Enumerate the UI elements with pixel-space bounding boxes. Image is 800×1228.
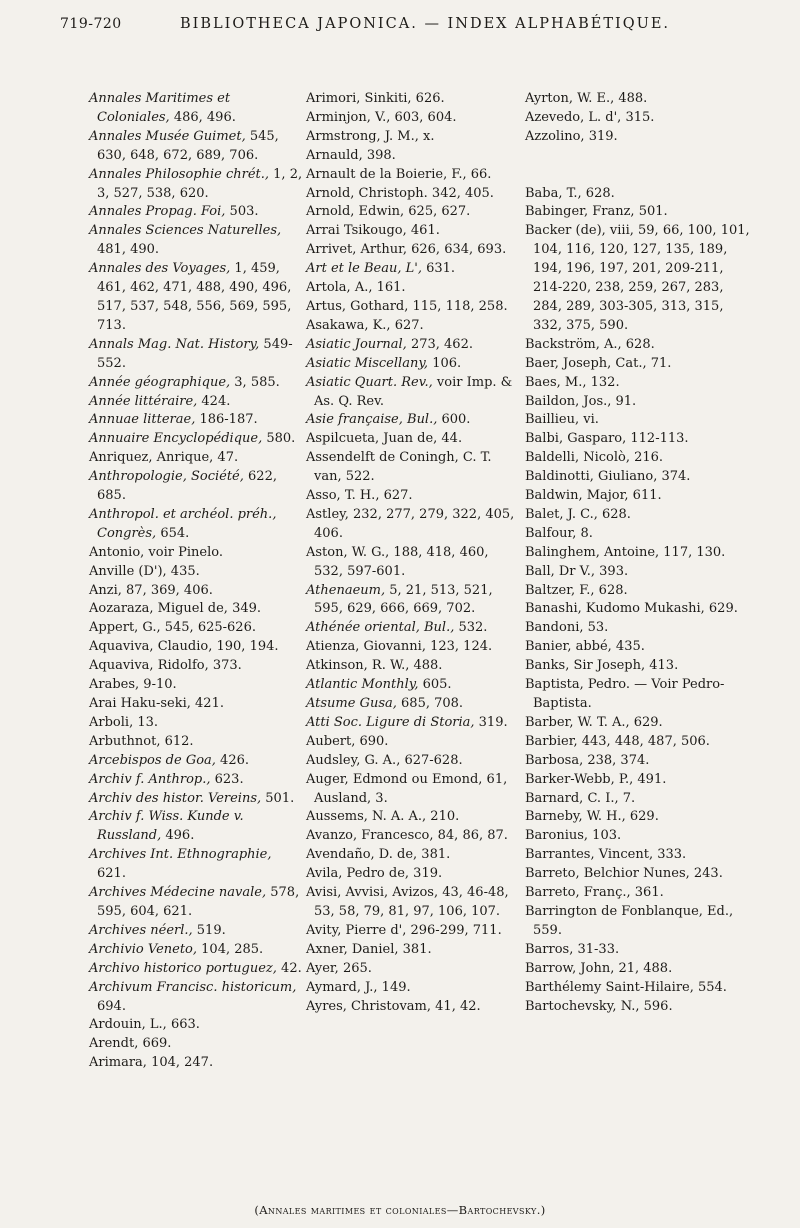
entry-title: Arcebispos de Goa,	[89, 752, 216, 768]
index-entry	[525, 808, 750, 827]
entry-title: Anthropologie, Société,	[89, 469, 244, 485]
index-entry	[525, 468, 750, 487]
entry-text: Baer, Joseph, Cat., 71.	[525, 355, 672, 371]
entry-title: Archiv f. Wiss. Kunde v. Russland,	[89, 809, 244, 844]
entry-title: Asiatic Miscellany,	[306, 355, 429, 371]
entry-text: Avendaño, D. de, 381.	[306, 847, 451, 863]
entry-text: Armstrong, J. M., x.	[306, 128, 435, 144]
entry-text: Bandoni, 53.	[525, 620, 609, 636]
index-entry	[89, 563, 304, 582]
entry-text: Arminjon, V., 603, 604.	[306, 109, 457, 125]
index-entry	[89, 430, 304, 449]
entry-text: Barthélemy Saint-Hilaire, 554.	[525, 979, 727, 995]
entry-pages: 503.	[225, 204, 259, 220]
entry-text: Ardouin, L., 663.	[89, 1017, 200, 1033]
entry-text: Bartochevsky, N., 596.	[525, 998, 673, 1014]
index-entry	[525, 979, 750, 998]
entry-text: Aussems, N. A. A., 210.	[306, 809, 460, 825]
entry-text: Ayer, 265.	[306, 960, 372, 976]
index-entry	[89, 222, 304, 260]
entry-pages: 106.	[428, 355, 462, 371]
index-entry	[525, 582, 750, 601]
entry-text: Azzolino, 319.	[525, 128, 618, 144]
index-entry	[525, 752, 750, 771]
index-entry	[89, 600, 304, 619]
entry-title: Annuae litterae,	[89, 412, 196, 428]
entry-text: Asso, T. H., 627.	[306, 488, 413, 504]
entry-text: Banashi, Kudomo Mukashi, 629.	[525, 601, 738, 617]
entry-text: Atkinson, R. W., 488.	[306, 658, 443, 674]
index-entry	[525, 393, 750, 412]
index-entry	[306, 222, 521, 241]
index-entry	[525, 960, 750, 979]
entry-text: Avila, Pedro de, 319.	[306, 866, 443, 882]
index-entry	[525, 827, 750, 846]
index-entry	[306, 941, 521, 960]
index-entry	[306, 582, 521, 620]
index-entry	[306, 827, 521, 846]
index-entry	[306, 695, 521, 714]
entry-text: Avanzo, Francesco, 84, 86, 87.	[306, 828, 508, 844]
index-entry	[89, 336, 304, 374]
index-entry	[89, 695, 304, 714]
index-entry	[525, 336, 750, 355]
entry-text: Baes, M., 132.	[525, 374, 620, 390]
index-entry	[306, 506, 521, 544]
entry-pages: 549-552.	[97, 336, 293, 371]
index-entry	[89, 128, 304, 166]
entry-text: Baillieu, vi.	[525, 412, 599, 428]
entry-title: Art et le Beau, L',	[306, 261, 422, 277]
index-entry	[525, 544, 750, 563]
index-entry	[89, 676, 304, 695]
entry-title: Archives Int. Ethnographie,	[89, 847, 272, 863]
entry-pages: 685, 708.	[396, 696, 464, 711]
index-entry	[306, 487, 521, 506]
entry-text: Aymard, J., 149.	[306, 979, 411, 995]
index-entry	[525, 903, 750, 941]
index-entry	[306, 449, 521, 487]
entry-pages: 426.	[215, 752, 249, 768]
entry-title: Asie française, Bul.,	[306, 412, 438, 428]
index-entry	[525, 657, 750, 676]
entry-pages: 496.	[161, 828, 195, 844]
entry-text: Avisi, Avvisi, Avizos, 43, 46-48, 53, 58, 79, 81, 97, 106, 107.	[306, 885, 509, 919]
index-entry	[525, 430, 750, 449]
index-entry	[306, 336, 521, 355]
index-entry	[306, 544, 521, 582]
entry-text: Anzi, 87, 369, 406.	[89, 582, 213, 598]
index-entry	[89, 166, 304, 204]
entry-text: Arai Haku-seki, 421.	[89, 696, 224, 711]
entry-text: Aubert, 690.	[306, 733, 389, 749]
entry-pages: 532.	[454, 620, 488, 636]
entry-pages: 3, 585.	[230, 374, 280, 390]
entry-text: Baltzer, F., 628.	[525, 582, 628, 598]
entry-title: Annales Propag. Foi,	[89, 204, 226, 220]
entry-text: Appert, G., 545, 625-626.	[89, 620, 256, 636]
entry-text: Arrivet, Arthur, 626, 634, 693.	[306, 242, 507, 258]
index-entry	[525, 619, 750, 638]
entry-title: Archivum Francisc. historicum,	[89, 979, 297, 995]
entry-title: Atlantic Monthly,	[306, 677, 419, 693]
entry-pages: 621.	[97, 866, 126, 882]
index-entry	[89, 790, 304, 809]
index-entry	[89, 90, 304, 128]
entry-text: Aquaviva, Ridolfo, 373.	[89, 658, 242, 674]
index-column-3	[525, 90, 750, 1016]
entry-text: Baldinotti, Giuliano, 374.	[525, 469, 691, 485]
entry-pages: voir Imp. & As. Q. Rev.	[314, 374, 513, 409]
entry-pages: 42.	[276, 960, 302, 976]
entry-text: Asakawa, K., 627.	[306, 317, 424, 333]
index-entry	[89, 260, 304, 336]
index-entry	[89, 979, 304, 1017]
index-entry	[89, 393, 304, 412]
entry-text: Aspilcueta, Juan de, 44.	[306, 431, 463, 447]
index-entry	[306, 109, 521, 128]
index-entry	[525, 355, 750, 374]
entry-title: Archives Médecine navale,	[89, 885, 267, 901]
entry-text: Aston, W. G., 188, 418, 460, 532, 597-601.	[306, 544, 489, 579]
index-entry	[306, 884, 521, 922]
index-entry	[525, 147, 750, 166]
index-entry	[525, 411, 750, 430]
index-entry	[89, 619, 304, 638]
entry-title: Atti Soc. Ligure di Storia,	[306, 714, 475, 730]
entry-text: Ball, Dr V., 393.	[525, 563, 629, 579]
entry-text: Barker-Webb, P., 491.	[525, 771, 667, 787]
index-entry	[306, 298, 521, 317]
entry-text: Banier, abbé, 435.	[525, 639, 645, 655]
entry-text: Barreto, Belchior Nunes, 243.	[525, 866, 723, 882]
index-entry	[306, 430, 521, 449]
index-entry	[89, 657, 304, 676]
index-entry	[306, 733, 521, 752]
entry-pages: 622, 685.	[97, 469, 277, 504]
index-entry	[306, 960, 521, 979]
entry-text: Avity, Pierre d', 296-299, 711.	[306, 922, 502, 938]
index-entry	[306, 203, 521, 222]
entry-text: Barbosa, 238, 374.	[525, 752, 650, 768]
entry-text: Anville (D'), 435.	[89, 563, 200, 579]
entry-text: Barneby, W. H., 629.	[525, 809, 659, 825]
entry-pages: 481, 490.	[97, 242, 160, 258]
entry-text: Arendt, 669.	[89, 1036, 172, 1052]
index-entry	[525, 884, 750, 903]
entry-text: Banks, Sir Joseph, 413.	[525, 658, 679, 674]
index-entry	[525, 166, 750, 185]
index-entry	[306, 808, 521, 827]
entry-text: Arabes, 9-10.	[89, 677, 177, 693]
entry-pages: 424.	[197, 393, 231, 409]
index-entry	[89, 1054, 304, 1073]
entry-text: Barnard, C. I., 7.	[525, 790, 636, 806]
entry-pages: 1, 2, 3, 527, 538, 620.	[97, 166, 303, 201]
entry-title: Archiv des histor. Vereins,	[89, 790, 262, 806]
index-entry	[89, 922, 304, 941]
index-entry	[525, 941, 750, 960]
index-entry	[89, 374, 304, 393]
index-entry	[306, 638, 521, 657]
index-entry	[89, 714, 304, 733]
entry-text: Assendelft de Coningh, C. T. van, 522.	[306, 450, 492, 485]
entry-text: Arimori, Sinkiti, 626.	[306, 91, 445, 106]
entry-pages: 104, 285.	[197, 941, 264, 957]
index-entry	[525, 714, 750, 733]
index-entry	[89, 544, 304, 563]
entry-text: Ayres, Christovam, 41, 42.	[306, 998, 481, 1014]
index-entry	[306, 676, 521, 695]
index-entry	[525, 222, 750, 335]
page-title: BIBLIOTHECA JAPONICA. — INDEX ALPHABÉTIQUE.	[179, 16, 671, 32]
index-entry	[525, 185, 750, 204]
entry-title: Athénée oriental, Bul.,	[306, 620, 455, 636]
index-entry	[89, 733, 304, 752]
entry-title: Archiv f. Anthrop.,	[89, 771, 211, 787]
entry-text: Arimara, 104, 247.	[89, 1055, 214, 1071]
entry-pages: 654.	[156, 525, 190, 541]
entry-pages: 600.	[437, 412, 471, 428]
entry-text: Barbier, 443, 448, 487, 506.	[525, 733, 710, 749]
entry-text: Balbi, Gasparo, 112-113.	[525, 431, 689, 447]
index-entry	[306, 241, 521, 260]
entry-pages: 5, 21, 513, 521, 595, 629, 666, 669, 702.	[314, 582, 493, 617]
index-entry	[525, 600, 750, 619]
index-entry	[306, 922, 521, 941]
entry-text: Barreto, Franç., 361.	[525, 885, 664, 901]
index-entry	[306, 374, 521, 412]
entry-text: Arrai Tsikougo, 461.	[306, 223, 440, 239]
entry-title: Anthropol. et archéol. préh., Congrès,	[89, 506, 277, 541]
index-entry	[525, 506, 750, 525]
index-entry	[89, 1016, 304, 1035]
entry-title: Atsume Gusa,	[306, 696, 397, 711]
index-entry	[525, 128, 750, 147]
entry-title: Asiatic Quart. Rev.,	[306, 374, 433, 390]
entry-text: Artola, A., 161.	[306, 280, 406, 296]
index-entry	[89, 808, 304, 846]
index-entry	[306, 317, 521, 336]
entry-title: Annales Philosophie chrét.,	[89, 166, 270, 182]
entry-text: Babinger, Franz, 501.	[525, 204, 668, 220]
entry-text: Arnault de la Boierie, F., 66.	[306, 166, 492, 182]
entry-text: Arnauld, 398.	[306, 147, 396, 163]
entry-title: Annales Maritimes et Coloniales,	[89, 91, 231, 125]
entry-text: Astley, 232, 277, 279, 322, 405, 406.	[306, 506, 515, 541]
index-entry	[525, 771, 750, 790]
entry-pages: 578, 595, 604, 621.	[97, 885, 300, 919]
entry-text: Auger, Edmond ou Emond, 61, Ausland, 3.	[306, 771, 508, 806]
index-entry	[89, 941, 304, 960]
index-column-2	[306, 90, 521, 1016]
entry-text: Barrow, John, 21, 488.	[525, 960, 673, 976]
index-entry	[525, 733, 750, 752]
index-entry	[89, 884, 304, 922]
index-entry	[89, 468, 304, 506]
index-column-1	[89, 90, 304, 1073]
column-numbers: 719-720	[60, 16, 122, 32]
entry-title: Annales des Voyages,	[89, 261, 231, 277]
entry-pages: 605.	[418, 677, 452, 693]
entry-title: Annals Mag. Nat. History,	[89, 336, 260, 352]
entry-text: Baldwin, Major, 611.	[525, 488, 662, 504]
entry-text: Azevedo, L. d', 315.	[525, 109, 655, 125]
index-entry	[306, 260, 521, 279]
index-entry	[525, 676, 750, 714]
entry-pages: 486, 496.	[169, 109, 236, 125]
index-entry	[89, 449, 304, 468]
index-entry	[306, 998, 521, 1017]
index-entry	[306, 771, 521, 809]
index-entry	[525, 846, 750, 865]
entry-title: Annuaire Encyclopédique,	[89, 431, 263, 447]
index-entry	[89, 846, 304, 884]
entry-text: Antonio, voir Pinelo.	[89, 544, 223, 560]
entry-pages: 694.	[97, 998, 126, 1014]
index-entry	[525, 525, 750, 544]
entry-text: Baildon, Jos., 91.	[525, 393, 637, 409]
index-entry	[306, 147, 521, 166]
entry-pages: 273, 462.	[406, 336, 473, 352]
entry-pages: 501.	[261, 790, 295, 806]
index-entry	[306, 979, 521, 998]
entry-text: Balfour, 8.	[525, 525, 593, 541]
index-entry	[525, 865, 750, 884]
index-entry	[525, 563, 750, 582]
index-entry	[525, 374, 750, 393]
index-entry	[525, 638, 750, 657]
index-entry	[525, 487, 750, 506]
entry-text: Ayrton, W. E., 488.	[525, 91, 648, 106]
entry-text: Barrington de Fonblanque, Ed., 559.	[525, 903, 734, 938]
entry-pages: 623.	[210, 771, 244, 787]
index-entry	[306, 185, 521, 204]
entry-title: Année géographique,	[89, 374, 231, 390]
entry-text: Baptista, Pedro. — Voir Pedro-Baptista.	[525, 677, 725, 711]
entry-text: Aozaraza, Miguel de, 349.	[89, 601, 262, 617]
entry-text: Atienza, Giovanni, 123, 124.	[306, 639, 493, 655]
entry-title: Annales Musée Guimet,	[89, 128, 246, 144]
entry-pages: 186-187.	[195, 412, 258, 428]
index-entry	[89, 203, 304, 222]
entry-text: Balinghem, Antoine, 117, 130.	[525, 544, 726, 560]
index-entry	[306, 279, 521, 298]
entry-text: Arboli, 13.	[89, 714, 159, 730]
entry-pages: 631.	[421, 261, 456, 277]
index-entry	[306, 166, 521, 185]
index-entry	[306, 90, 521, 109]
entry-text: Backer (de), viii, 59, 66, 100, 101, 104, 116, 120, 127, 135, 189, 194, 196, 197, 201, 209-211, 214-220, 238, 259, 267, 283, 284, 289, 303-305, 313, 315, 332, 375, 590.	[525, 223, 750, 333]
index-entry	[306, 411, 521, 430]
entry-pages: 580.	[262, 431, 296, 447]
index-entry	[525, 790, 750, 809]
index-entry	[525, 998, 750, 1017]
index-entry	[306, 355, 521, 374]
entry-text: Aquaviva, Claudio, 190, 194.	[89, 639, 279, 655]
index-entry	[306, 657, 521, 676]
page-header	[0, 0, 800, 50]
entry-text: Arnold, Edwin, 625, 627.	[306, 204, 471, 220]
entry-text: Arnold, Christoph. 342, 405.	[306, 185, 494, 201]
entry-title: Asiatic Journal,	[306, 336, 407, 352]
entry-title: Archivo historico portuguez,	[89, 960, 277, 976]
entry-pages: 519.	[192, 922, 226, 938]
entry-title: Athenaeum,	[306, 582, 386, 598]
entry-pages: 545, 630, 648, 672, 689, 706.	[97, 128, 279, 163]
entry-pages: 1, 459, 461, 462, 471, 488, 490, 496, 517, 537, 548, 556, 569, 595, 713.	[97, 261, 292, 333]
index-entry	[89, 411, 304, 430]
entry-text: Anriquez, Anrique, 47.	[89, 450, 239, 466]
entry-text: Barber, W. T. A., 629.	[525, 714, 663, 730]
index-entry	[525, 109, 750, 128]
index-entry	[306, 714, 521, 733]
entry-text: Baba, T., 628.	[525, 185, 615, 201]
index-entry	[89, 1035, 304, 1054]
index-entry	[306, 846, 521, 865]
entry-text: Backström, A., 628.	[525, 336, 655, 352]
index-entry	[89, 752, 304, 771]
page-footer: (Annales maritimes et coloniales—Bartochevsky.)	[254, 1203, 546, 1217]
index-entry	[89, 582, 304, 601]
entry-title: Année littéraire,	[89, 393, 198, 409]
index-entry	[525, 449, 750, 468]
entry-text: Barrantes, Vincent, 333.	[525, 847, 687, 863]
index-entry	[306, 128, 521, 147]
entry-text: Balet, J. C., 628.	[525, 506, 631, 522]
entry-text: Baldelli, Nicolò, 216.	[525, 450, 664, 466]
entry-title: Annales Sciences Naturelles,	[89, 223, 282, 239]
entry-text: Arbuthnot, 612.	[89, 733, 194, 749]
entry-text: Baronius, 103.	[525, 828, 622, 844]
entry-text: Audsley, G. A., 627-628.	[306, 752, 463, 768]
index-entry	[525, 203, 750, 222]
index-entry	[525, 90, 750, 109]
index-entry	[306, 619, 521, 638]
entry-title: Archivio Veneto,	[89, 941, 198, 957]
entry-text: Artus, Gothard, 115, 118, 258.	[306, 298, 508, 314]
index-entry	[306, 752, 521, 771]
entry-text: Barros, 31-33.	[525, 941, 620, 957]
index-entry	[306, 865, 521, 884]
index-entry	[89, 960, 304, 979]
entry-pages: 319.	[474, 714, 508, 730]
index-entry	[89, 638, 304, 657]
index-entry	[89, 771, 304, 790]
entry-title: Archives néerl.,	[89, 922, 193, 938]
index-entry	[89, 506, 304, 544]
entry-text: Axner, Daniel, 381.	[306, 941, 432, 957]
